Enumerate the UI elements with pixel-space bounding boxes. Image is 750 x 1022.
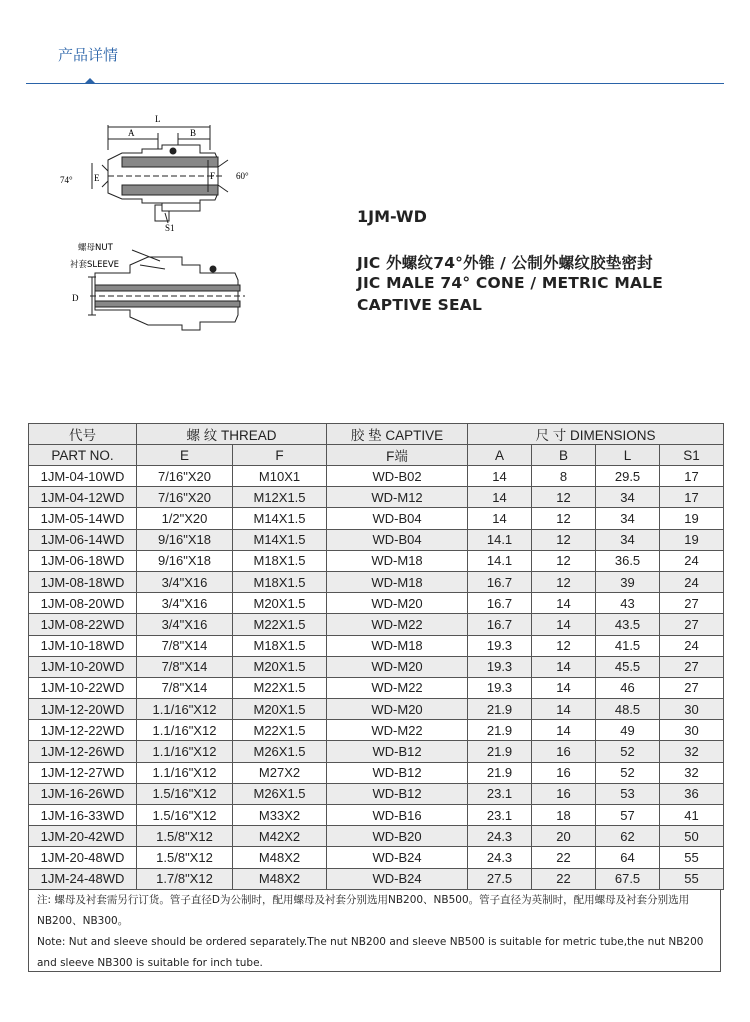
- table-cell: WD-B04: [327, 529, 468, 550]
- table-cell: 16.7: [468, 614, 532, 635]
- table-cell: 19.3: [468, 677, 532, 698]
- nut-label: 螺母NUT: [78, 243, 113, 253]
- table-cell: 16: [532, 783, 596, 804]
- note-box: [28, 890, 721, 972]
- table-cell: 7/8"X14: [137, 635, 233, 656]
- table-cell: 3/4"X16: [137, 614, 233, 635]
- table-cell: 57: [596, 805, 660, 826]
- table-row: [29, 656, 724, 677]
- table-cell: 1.1/16"X12: [137, 741, 233, 762]
- table-cell: WD-M20: [327, 699, 468, 720]
- table-cell: 14: [532, 614, 596, 635]
- table-cell: 16: [532, 762, 596, 783]
- table-cell: 14: [468, 466, 532, 487]
- table-cell: 30: [660, 699, 724, 720]
- table-cell: M33X2: [233, 805, 327, 826]
- specification-table: [28, 423, 724, 890]
- table-row: [29, 466, 724, 487]
- table-cell: WD-B02: [327, 466, 468, 487]
- dim-label-F: F: [210, 171, 216, 181]
- table-cell: WD-M22: [327, 677, 468, 698]
- table-cell: 9/16"X18: [137, 529, 233, 550]
- table-cell: 1JM-24-48WD: [29, 868, 137, 889]
- table-cell: M48X2: [233, 868, 327, 889]
- col-header-part-no: PART NO.: [29, 445, 137, 466]
- table-cell: M26X1.5: [233, 741, 327, 762]
- table-cell: WD-M18: [327, 635, 468, 656]
- note-cn-line-2: NB200、NB300。: [37, 915, 129, 927]
- table-cell: 1.5/8"X12: [137, 826, 233, 847]
- table-cell: 64: [596, 847, 660, 868]
- table-cell: 14: [468, 487, 532, 508]
- table-cell: 1JM-05-14WD: [29, 508, 137, 529]
- col-header-l: L: [596, 445, 660, 466]
- table-row: [29, 529, 724, 550]
- table-cell: 21.9: [468, 720, 532, 741]
- table-cell: 41.5: [596, 635, 660, 656]
- table-cell: 14: [532, 593, 596, 614]
- table-cell: 14: [532, 677, 596, 698]
- table-cell: WD-B04: [327, 508, 468, 529]
- table-row: [29, 783, 724, 804]
- table-cell: 34: [596, 529, 660, 550]
- table-cell: 1.5/16"X12: [137, 783, 233, 804]
- table-cell: 1JM-04-12WD: [29, 487, 137, 508]
- col-header-s1: S1: [660, 445, 724, 466]
- table-cell: 52: [596, 762, 660, 783]
- table-cell: WD-B12: [327, 783, 468, 804]
- table-cell: 1JM-08-22WD: [29, 614, 137, 635]
- table-cell: 7/8"X14: [137, 656, 233, 677]
- table-cell: 14.1: [468, 529, 532, 550]
- table-cell: 19: [660, 508, 724, 529]
- table-cell: 1JM-06-14WD: [29, 529, 137, 550]
- table-cell: WD-B24: [327, 868, 468, 889]
- section-title: 产品详情: [58, 46, 119, 64]
- table-cell: 14: [468, 508, 532, 529]
- angle-label-60: 60°: [236, 171, 249, 181]
- table-cell: 1JM-12-27WD: [29, 762, 137, 783]
- table-cell: 24.3: [468, 826, 532, 847]
- table-cell: M18X1.5: [233, 635, 327, 656]
- table-row: [29, 635, 724, 656]
- table-cell: 14: [532, 656, 596, 677]
- table-cell: 1/2"X20: [137, 508, 233, 529]
- sleeve-label: 衬套SLEEVE: [70, 260, 120, 270]
- table-cell: 1.1/16"X12: [137, 720, 233, 741]
- table-cell: 14: [532, 699, 596, 720]
- table-cell: 17: [660, 466, 724, 487]
- table-cell: 1.7/8"X12: [137, 868, 233, 889]
- table-cell: 1JM-04-10WD: [29, 466, 137, 487]
- col-header-b: B: [532, 445, 596, 466]
- table-cell: 32: [660, 741, 724, 762]
- col-header-a: A: [468, 445, 532, 466]
- table-row: [29, 593, 724, 614]
- table-cell: M14X1.5: [233, 529, 327, 550]
- dim-label-E: E: [94, 173, 100, 183]
- product-desc-en-2: CAPTIVE SEAL: [357, 296, 483, 314]
- product-desc-cn: JIC 外螺纹74°外锥 / 公制外螺纹胶垫密封: [357, 254, 653, 272]
- table-cell: 12: [532, 550, 596, 571]
- fitting-technical-drawing: [50, 105, 280, 340]
- table-cell: 7/8"X14: [137, 677, 233, 698]
- table-cell: 14.1: [468, 550, 532, 571]
- table-cell: 1.5/8"X12: [137, 847, 233, 868]
- table-cell: 50: [660, 826, 724, 847]
- header-divider: [26, 83, 724, 84]
- table-row: [29, 550, 724, 571]
- table-row: [29, 699, 724, 720]
- table-cell: 19.3: [468, 635, 532, 656]
- table-cell: 24: [660, 571, 724, 592]
- table-cell: 23.1: [468, 783, 532, 804]
- table-cell: 49: [596, 720, 660, 741]
- table-cell: M10X1: [233, 466, 327, 487]
- table-cell: 34: [596, 508, 660, 529]
- table-cell: 1JM-10-22WD: [29, 677, 137, 698]
- table-cell: M20X1.5: [233, 593, 327, 614]
- product-desc-en-1: JIC MALE 74° CONE / METRIC MALE: [357, 274, 664, 292]
- table-cell: 12: [532, 487, 596, 508]
- angle-label-74: 74°: [60, 175, 73, 185]
- group-header-captive: 胶 垫 CAPTIVE: [327, 424, 468, 445]
- table-group-header-row: [29, 424, 724, 445]
- table-cell: 32: [660, 762, 724, 783]
- table-cell: 7/16"X20: [137, 466, 233, 487]
- table-cell: M14X1.5: [233, 508, 327, 529]
- table-cell: 19.3: [468, 656, 532, 677]
- header-divider-marker: [85, 78, 95, 83]
- table-cell: 1JM-06-18WD: [29, 550, 137, 571]
- table-cell: 1JM-10-20WD: [29, 656, 137, 677]
- table-cell: 3/4"X16: [137, 571, 233, 592]
- table-cell: 12: [532, 508, 596, 529]
- table-cell: 3/4"X16: [137, 593, 233, 614]
- table-cell: M26X1.5: [233, 783, 327, 804]
- group-header-dimensions: 尺 寸 DIMENSIONS: [468, 424, 724, 445]
- table-cell: WD-B12: [327, 741, 468, 762]
- table-cell: M22X1.5: [233, 677, 327, 698]
- table-cell: 12: [532, 635, 596, 656]
- table-cell: 1.1/16"X12: [137, 699, 233, 720]
- table-cell: 45.5: [596, 656, 660, 677]
- table-cell: 27: [660, 614, 724, 635]
- table-cell: 1JM-20-48WD: [29, 847, 137, 868]
- table-row: [29, 614, 724, 635]
- table-cell: 24: [660, 635, 724, 656]
- table-cell: 8: [532, 466, 596, 487]
- table-cell: 20: [532, 826, 596, 847]
- table-cell: 39: [596, 571, 660, 592]
- table-cell: 27.5: [468, 868, 532, 889]
- table-cell: 17: [660, 487, 724, 508]
- table-cell: M48X2: [233, 847, 327, 868]
- note-en-line-2: and sleeve NB300 is suitable for inch tube.: [37, 957, 263, 969]
- table-cell: 24: [660, 550, 724, 571]
- table-row: [29, 741, 724, 762]
- table-cell: M20X1.5: [233, 699, 327, 720]
- table-cell: 27: [660, 593, 724, 614]
- col-header-f-end: F端: [327, 445, 468, 466]
- table-cell: M18X1.5: [233, 571, 327, 592]
- table-cell: 62: [596, 826, 660, 847]
- table-cell: 41: [660, 805, 724, 826]
- table-row: [29, 508, 724, 529]
- table-cell: 67.5: [596, 868, 660, 889]
- table-cell: M20X1.5: [233, 656, 327, 677]
- table-row: [29, 805, 724, 826]
- table-cell: M12X1.5: [233, 487, 327, 508]
- table-cell: 21.9: [468, 699, 532, 720]
- table-cell: 23.1: [468, 805, 532, 826]
- table-cell: 43.5: [596, 614, 660, 635]
- table-cell: 52: [596, 741, 660, 762]
- table-row: [29, 847, 724, 868]
- table-row: [29, 571, 724, 592]
- table-cell: 53: [596, 783, 660, 804]
- table-cell: WD-B12: [327, 762, 468, 783]
- table-cell: 34: [596, 487, 660, 508]
- table-row: [29, 826, 724, 847]
- group-header-thread: 螺 纹 THREAD: [137, 424, 327, 445]
- dim-label-B: B: [190, 128, 197, 138]
- table-cell: 55: [660, 868, 724, 889]
- table-cell: WD-M22: [327, 720, 468, 741]
- table-cell: 36.5: [596, 550, 660, 571]
- product-code: 1JM-WD: [357, 207, 427, 226]
- table-cell: M22X1.5: [233, 614, 327, 635]
- table-cell: M22X1.5: [233, 720, 327, 741]
- table-cell: 1JM-08-18WD: [29, 571, 137, 592]
- table-cell: 12: [532, 571, 596, 592]
- table-cell: 46: [596, 677, 660, 698]
- group-header-code: 代号: [29, 424, 137, 445]
- table-cell: 16.7: [468, 571, 532, 592]
- table-cell: 27: [660, 677, 724, 698]
- table-cell: 30: [660, 720, 724, 741]
- table-row: [29, 677, 724, 698]
- table-cell: 29.5: [596, 466, 660, 487]
- table-cell: 18: [532, 805, 596, 826]
- table-cell: M42X2: [233, 826, 327, 847]
- col-header-e: E: [137, 445, 233, 466]
- table-cell: 21.9: [468, 762, 532, 783]
- table-row: [29, 868, 724, 889]
- table-cell: 19: [660, 529, 724, 550]
- table-cell: 16: [532, 741, 596, 762]
- table-cell: 1JM-16-26WD: [29, 783, 137, 804]
- table-cell: 1JM-12-20WD: [29, 699, 137, 720]
- table-row: [29, 720, 724, 741]
- note-cn-line-1: 注: 螺母及衬套需另行订货。管子直径D为公制时，配用螺母及衬套分别选用NB200、NB500。管子直径为英制时，配用螺母及衬套分别选用: [37, 894, 690, 906]
- table-cell: 7/16"X20: [137, 487, 233, 508]
- table-cell: WD-B16: [327, 805, 468, 826]
- table-cell: WD-M18: [327, 550, 468, 571]
- table-cell: WD-M20: [327, 593, 468, 614]
- table-cell: 48.5: [596, 699, 660, 720]
- table-cell: M18X1.5: [233, 550, 327, 571]
- table-cell: 12: [532, 529, 596, 550]
- dim-label-A: A: [128, 128, 135, 138]
- table-cell: 22: [532, 847, 596, 868]
- table-cell: 27: [660, 656, 724, 677]
- table-row: [29, 762, 724, 783]
- table-cell: 1.5/16"X12: [137, 805, 233, 826]
- table-row: [29, 487, 724, 508]
- table-cell: 43: [596, 593, 660, 614]
- table-cell: WD-M12: [327, 487, 468, 508]
- dim-label-L: L: [155, 114, 161, 124]
- table-cell: WD-M20: [327, 656, 468, 677]
- table-cell: M27X2: [233, 762, 327, 783]
- table-cell: WD-B20: [327, 826, 468, 847]
- table-cell: 22: [532, 868, 596, 889]
- table-cell: WD-M18: [327, 571, 468, 592]
- table-cell: WD-B24: [327, 847, 468, 868]
- note-en-line-1: Note: Nut and sleeve should be ordered separately.The nut NB200 and sleeve NB500 is suitable for metric tube,the nut NB200: [37, 936, 704, 948]
- dim-label-D: D: [72, 293, 79, 303]
- table-cell: 1JM-12-26WD: [29, 741, 137, 762]
- table-cell: 1JM-10-18WD: [29, 635, 137, 656]
- table-cell: 14: [532, 720, 596, 741]
- table-cell: 36: [660, 783, 724, 804]
- table-cell: 55: [660, 847, 724, 868]
- table-cell: 21.9: [468, 741, 532, 762]
- col-header-f: F: [233, 445, 327, 466]
- table-cell: 16.7: [468, 593, 532, 614]
- table-cell: 1JM-08-20WD: [29, 593, 137, 614]
- dim-label-S1: S1: [165, 223, 175, 233]
- table-column-header-row: [29, 445, 724, 466]
- table-cell: WD-M22: [327, 614, 468, 635]
- table-cell: 1.1/16"X12: [137, 762, 233, 783]
- table-cell: 1JM-20-42WD: [29, 826, 137, 847]
- table-cell: 9/16"X18: [137, 550, 233, 571]
- table-cell: 24.3: [468, 847, 532, 868]
- table-cell: 1JM-12-22WD: [29, 720, 137, 741]
- table-cell: 1JM-16-33WD: [29, 805, 137, 826]
